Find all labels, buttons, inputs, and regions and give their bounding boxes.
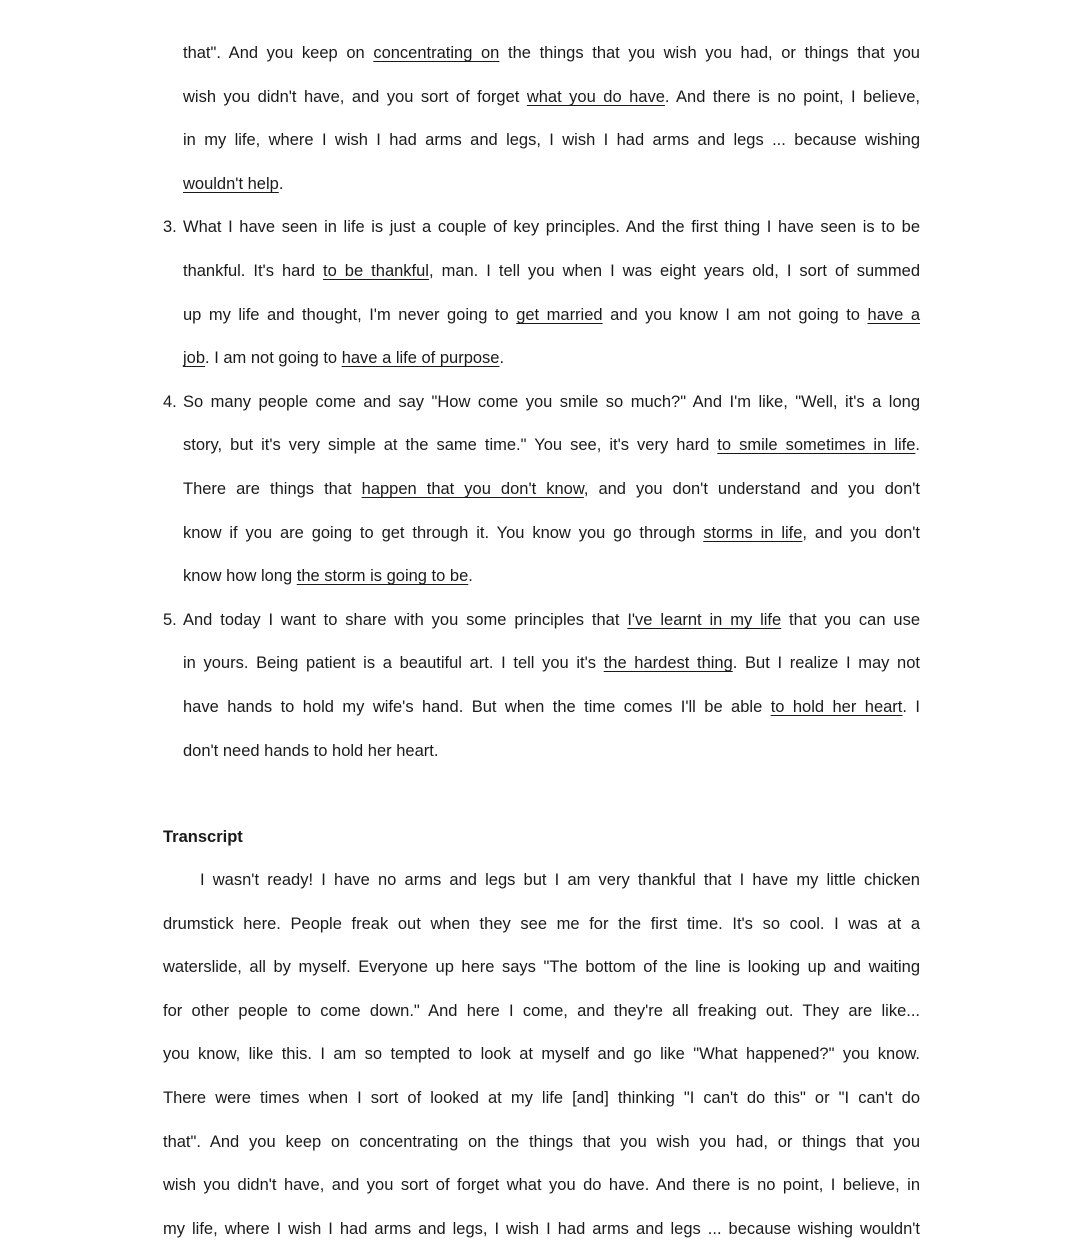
text-run: , and you don't [802,524,921,542]
text-run: know how long [183,567,297,585]
text-run: in yours. Being patient is a beautiful art. I tell you it's [183,654,604,672]
text-run: and you know I am not going to [602,306,868,324]
list-item-line [183,41,920,65]
text-run: . I am not going to [205,349,342,367]
list-item-line [183,390,920,414]
text-run: thankful. It's hard [183,262,324,280]
underlined-phrase: to smile sometimes in life [717,436,916,454]
transcript-heading: Transcript [163,828,243,846]
list-item-line [183,477,920,501]
text-run: , man. I tell you when I was eight years old, I sort of summed [428,262,920,280]
list-item-line [183,521,920,545]
list-item-line [183,172,920,196]
text-run: . I [902,698,920,716]
text-run: in my life, where I wish I had arms and legs, I wish I had arms and legs ... because wishing [183,131,920,149]
text-run: story, but it's very simple at the same time." You see, it's very hard [183,436,718,454]
text-run: know if you are going to get through it. You know you go through [183,524,704,542]
list-item-line [183,695,920,719]
transcript-line: drumstick here. People freak out when they see me for the first time. It's so cool. I was at a [163,915,920,933]
list-item-line [183,739,920,763]
text-run: the things that you wish you had, or things that you [499,44,920,62]
transcript-line: that". And you keep on concentrating on the things that you wish you had, or things that you [163,1133,920,1151]
list-item-line [183,651,920,675]
text-run: . [499,349,505,367]
underlined-phrase: wouldn't help [183,175,279,193]
text-run: So many people come and say "How come you smile so much?" And I'm like, "Well, it's a long [183,393,920,411]
transcript-line: you know, like this. I am so tempted to look at myself and go like "What happened?" you know. [163,1045,920,1063]
list-item-line [183,608,920,632]
underlined-phrase: have a [867,306,920,324]
transcript-line: There were times when I sort of looked at my life [and] thinking "I can't do this" or "I can't do [163,1089,920,1107]
list-item-line [183,564,920,588]
underlined-phrase: I've learnt in my life [627,611,782,629]
text-run: And today I want to share with you some principles that [183,611,628,629]
text-run: . [468,567,473,585]
text-run: wish you didn't have, and you sort of forget [183,88,527,106]
transcript-line: wish you didn't have, and you sort of forget what you do have. And there is no point, I believe, in [163,1176,920,1194]
text-run: . But I realize I may not [732,654,920,672]
underlined-phrase: what you do have [526,88,665,106]
underlined-phrase: job [183,349,206,367]
list-item-line [183,85,920,109]
underlined-phrase: to be thankful [323,262,429,280]
text-run: , and you don't understand and you don't [583,480,920,498]
list-number: 5. [163,611,177,629]
underlined-phrase: have a life of purpose [341,349,500,367]
list-item-line [183,346,920,370]
list-item-line [183,259,920,283]
list-number: 3. [163,218,177,236]
text-run: that". And you keep on [183,44,374,62]
underlined-phrase: the hardest thing [603,654,733,672]
text-run: . [915,436,920,454]
transcript-line: I wasn't ready! I have no arms and legs but I am very thankful that I have my little chicken [200,871,920,889]
text-run: . And there is no point, I believe, [664,88,920,106]
text-run: don't need hands to hold her heart. [183,742,439,760]
list-item-line [183,303,920,327]
underlined-phrase: the storm is going to be [296,567,469,585]
text-run: . [278,175,284,193]
text-run: There are things that [183,480,362,498]
transcript-line: waterslide, all by myself. Everyone up here says "The bottom of the line is looking up and waiting [163,958,920,976]
text-run: up my life and thought, I'm never going to [183,306,517,324]
underlined-phrase: to hold her heart [770,698,903,716]
underlined-phrase: happen that you don't know [361,480,584,498]
list-item-line [183,128,920,152]
transcript-line: for other people to come down." And here I come, and they're all freaking out. They are like... [163,1002,920,1020]
list-number: 4. [163,393,177,411]
underlined-phrase: concentrating on [373,44,500,62]
underlined-phrase: storms in life [703,524,803,542]
transcript-line: my life, where I wish I had arms and legs, I wish I had arms and legs ... because wishing wouldn't [163,1220,920,1238]
text-run: that you can use [781,611,920,629]
list-item-line [183,433,920,457]
text-run: What I have seen in life is just a couple of key principles. And the first thing I have seen is to be [183,218,920,236]
list-item-line [183,215,920,239]
text-run: have hands to hold my wife's hand. But when the time comes I'll be able [183,698,771,716]
underlined-phrase: get married [516,306,603,324]
